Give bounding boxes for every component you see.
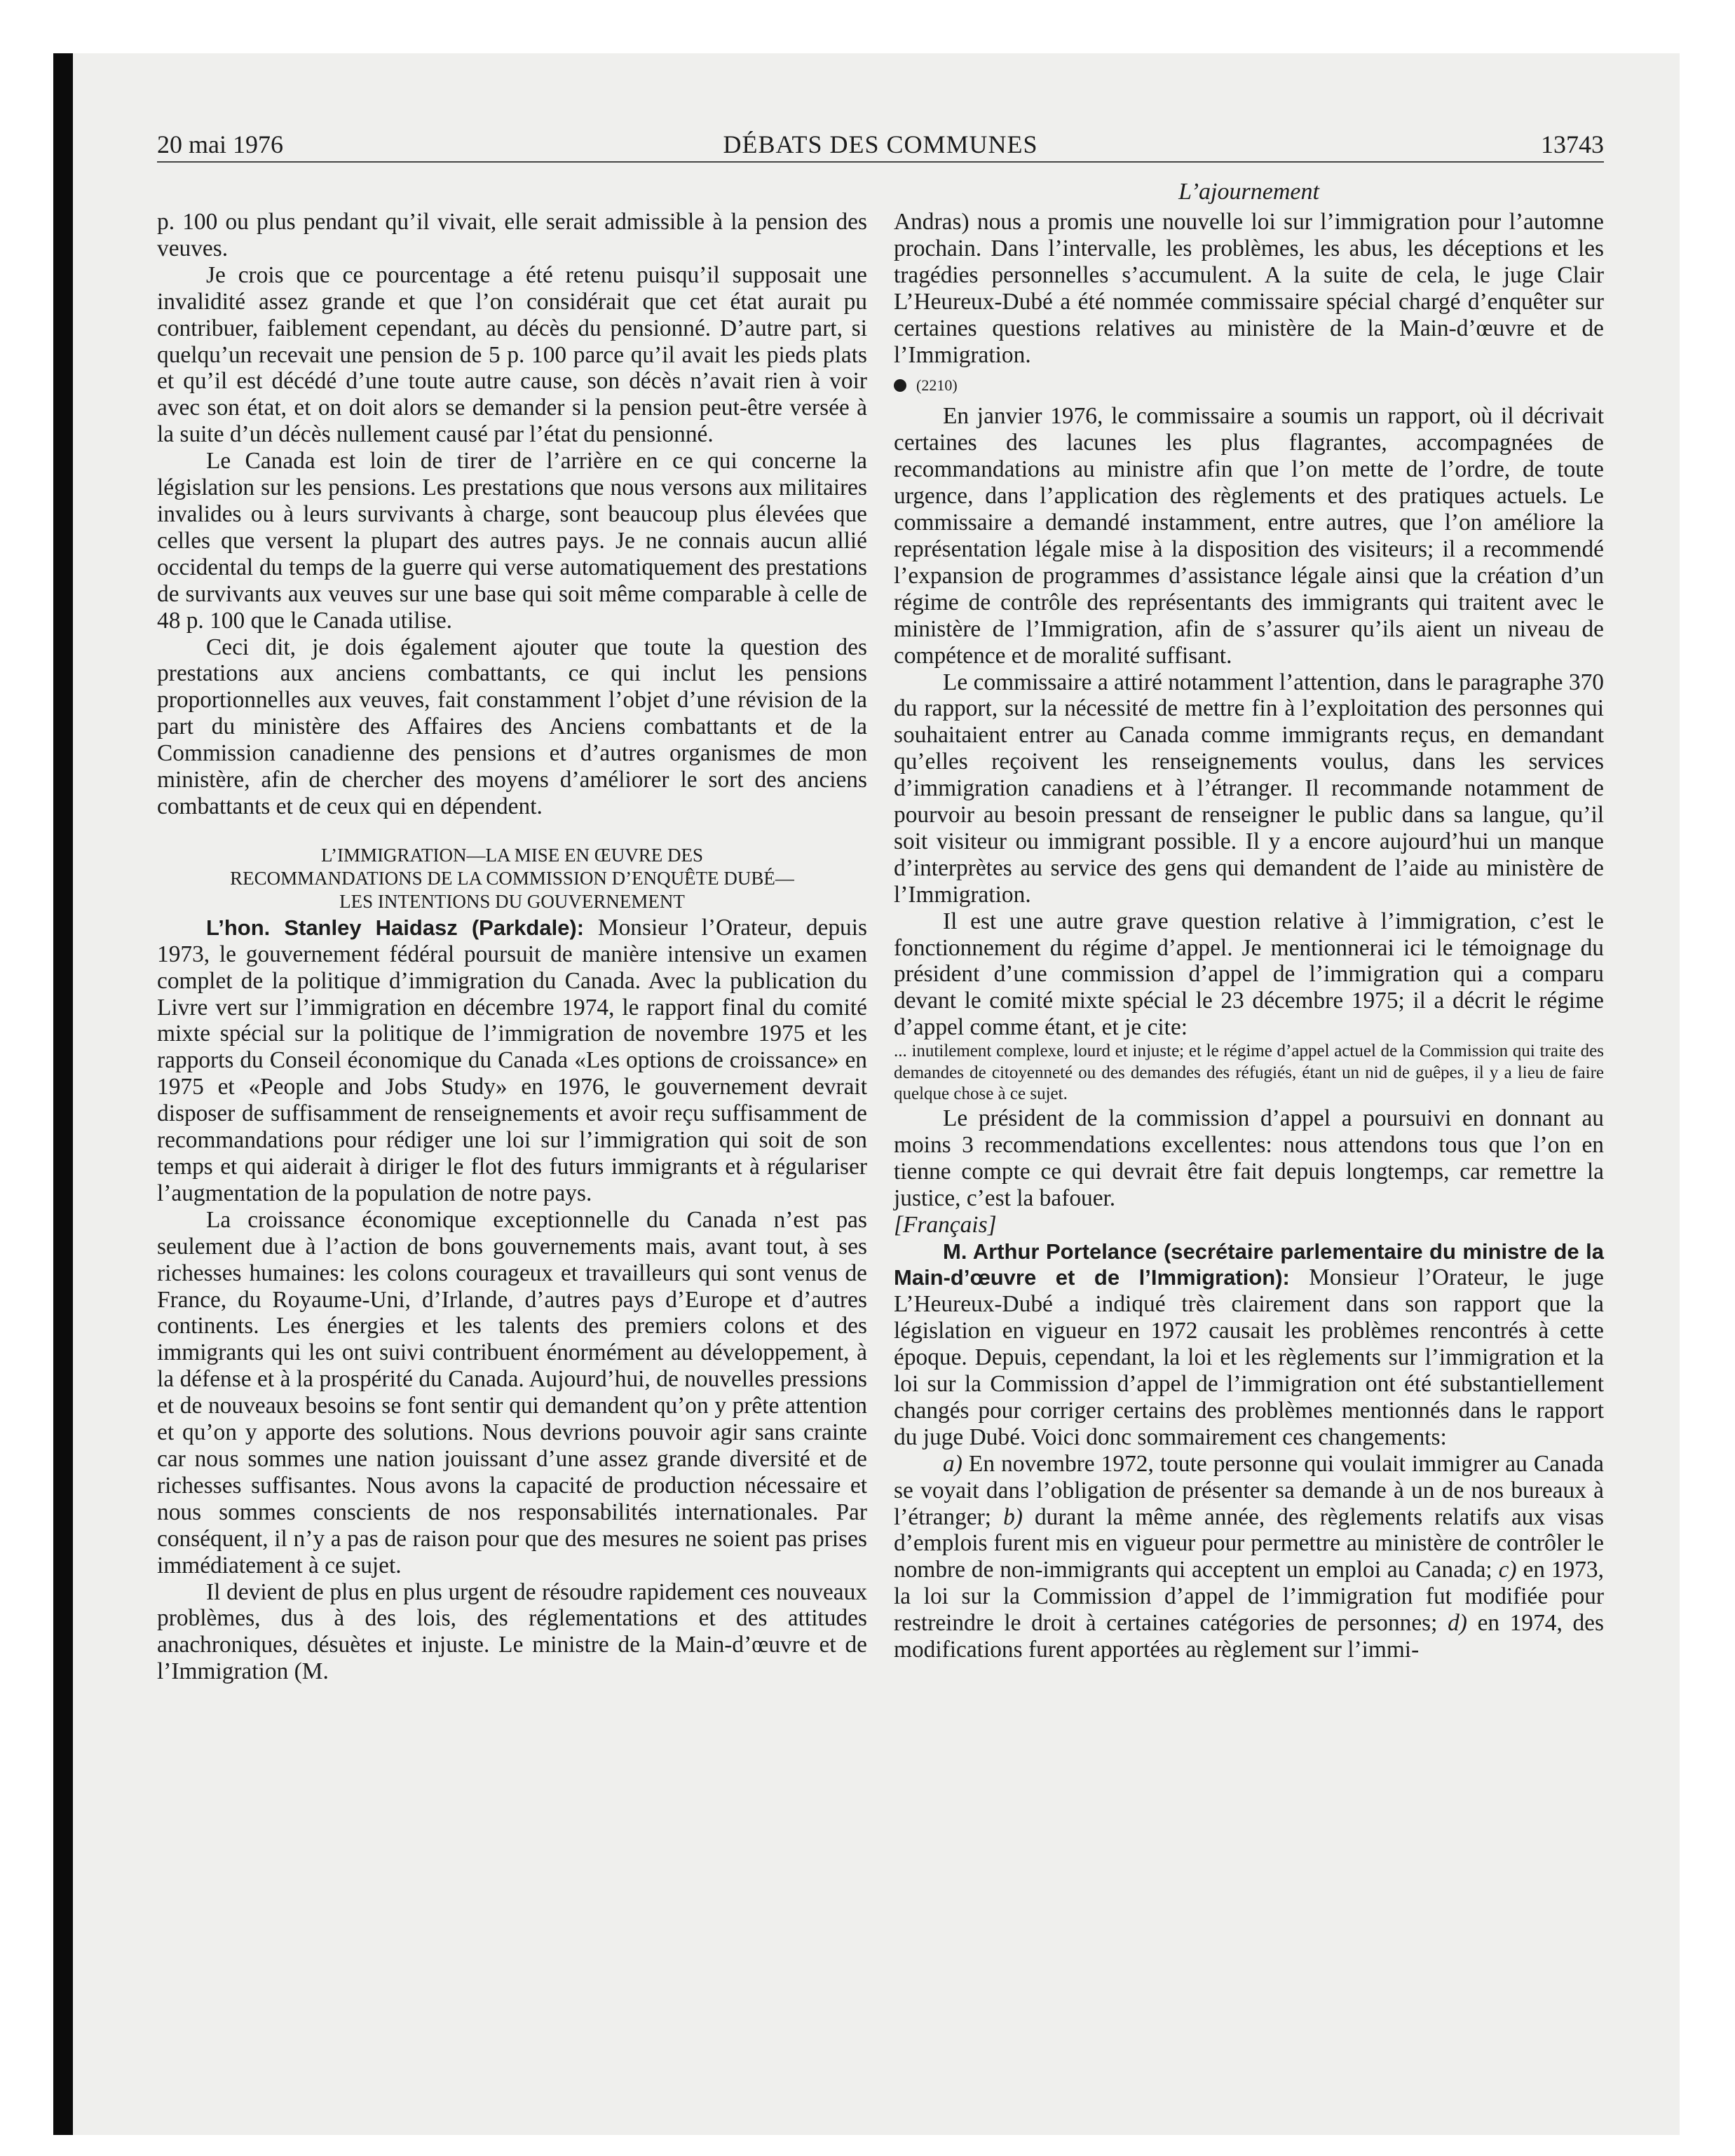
item-text: en 1973, la loi sur la Commission d’appel de l’immigration fut modifiée pour restreindre le droit à certaines catégories de personnes;	[894, 1557, 1604, 1637]
item-text: En novembre 1972, toute personne qui voulait immigrer au Canada se voyait dans l’obligation de présenter sa demande à un de nos bureaux à l’étranger;	[894, 1450, 1604, 1530]
time-marker-text: (2210)	[916, 376, 958, 395]
paragraph: Le commissaire a attiré notamment l’attention, dans le paragraphe 370 du rapport, sur la nécessité de mettre fin à l’exploitation des personnes qui souhaitaient entrer au Canada comme immigrants reçus, en demandant qu’elles reçoivent les renseignements voulus, dans les services d’immigration canadiens et à l’étranger. Il recommande notamment de pourvoir au besoin pressant de renseigner le public dans sa langue, qu’il soit visiteur ou immigrant possible. Il y a encore aujourd’hui un manque d’interprètes au service des gens qui demandent de l’aide au ministère de l’Immigration.	[894, 669, 1604, 908]
header-page-number: 13743	[1541, 130, 1604, 158]
section-title: L’ajournement	[1178, 179, 1319, 205]
heading-line: L’IMMIGRATION—LA MISE EN ŒUVRE DES	[320, 844, 703, 866]
paragraph: Andras) nous a promis une nouvelle loi sur l’immigration pour l’automne prochain. Dans l’intervalle, les problèmes, les abus, les déceptions et les tragédies personnelles s’accumulent. A la suite de cela, le juge Clair L’Heureux-Dubé a été nommée commissaire spécial chargé d’enquêter sur certaines questions relatives au ministère de la Main-d’œuvre et de l’Immigration.	[894, 209, 1604, 368]
paragraph: Ceci dit, je dois également ajouter que toute la question des prestations aux anciens combattants, ce qui inclut les pensions proportionnelles aux veuves, fait constamment l’objet d’une révision de la part du ministère des Affaires des Anciens combattants et de la Commission canadienne des pensions et d’autres organismes de mon ministère, afin de chercher des moyens d’améliorer le sort des anciens combattants et de ceux qui en dépendent.	[157, 634, 867, 819]
item-label: b)	[1003, 1503, 1023, 1530]
speech-text: Monsieur l’Orateur, depuis 1973, le gouvernement fédéral poursuit de manière intensive un examen complet de la politique d’immigration du Canada. Avec la publication du Livre vert sur l’immigration en décembre 1974, le rapport final du comité mixte spécial sur la politique de l’immigration de novembre 1975 et les rapports du Conseil économique du Canada «Les options de croissance» en 1975 et «People and Jobs Study» en 1976, le gouvernement devrait disposer de suffisamment de renseignements et avoir reçu suffisamment de recommandations pour rédiger une loi sur l’immigration qui soit de son temps et qui aiderait à diriger le flot des futurs immigrants et à régulariser l’augmentation de la population de notre pays.	[157, 914, 867, 1206]
paragraph: Le Canada est loin de tirer de l’arrière en ce qui concerne la législation sur les pensions. Les prestations que nous versons aux militaires invalides ou à leurs survivants à charge, sont beaucoup plus élevées que celles que versent la plupart des autres pays. Je ne connais aucun allié occidental du temps de la guerre qui verse automatiquement des prestations de survivants aux veuves sur une base qui soit même comparable à celle de 48 p. 100 que le Canada utilise.	[157, 448, 867, 634]
block-quote: ... inutilement complexe, lourd et injuste; et le régime d’appel actuel de la Commission qui traite des demandes de citoyenneté ou des demandes des réfugiés, étant un nid de guêpes, il y a lieu de faire quelque chose à ce sujet.	[894, 1042, 1604, 1104]
item-label: a)	[943, 1450, 962, 1477]
header-journal-title: DÉBATS DES COMMUNES	[723, 130, 1038, 158]
left-column	[157, 209, 867, 1685]
paragraph: Il est une autre grave question relative à l’immigration, c’est le fonctionnement du régime d’appel. Je mentionnerai ici le témoignage du président d’une commission d’appel de l’immigration qui a comparu devant le comité mixte spécial le 23 décembre 1975; il a décrit le régime d’appel comme étant, et je cite:	[894, 908, 1604, 1041]
paragraph: La croissance économique exceptionnelle du Canada n’est pas seulement due à l’action de bons gouvernements mais, avant tout, à ses richesses humaines: les colons courageux et travailleurs qui sont venus de France, du Royaume-Uni, d’Irlande, d’autres pays d’Europe et d’autres continents. Les énergies et les talents des premiers colons et des immigrants qui les ont suivi contribuent énormément au développement, à la défense et à la prospérité du Canada. Aujourd’hui, de nouvelles pressions et de nouveaux besoins se font sentir qui demandent qu’on y prête attention et qu’on y apporte des solutions. Nous devrions pouvoir agir sans crainte car nous sommes une nation jouissant d’une assez grande diversité et de richesses suffisantes. Nous avons la capacité de production nécessaire et nous sommes conscients de nos responsabilités internationales. Par conséquent, il n’y a pas de raison pour que des mesures ne soient pas prises immédiatement à ce sujet.	[157, 1206, 867, 1578]
time-marker	[894, 375, 1604, 396]
item-text: en 1974, des modifications furent apportées au règlement sur l’immi-	[894, 1610, 1604, 1663]
item-label: d)	[1448, 1610, 1467, 1637]
paragraph: p. 100 ou plus pendant qu’il vivait, elle serait admissible à la pension des veuves.	[157, 209, 867, 261]
speech-text: Monsieur l’Orateur, le juge L’Heureux-Dubé a indiqué très clairement dans son rapport que la législation en vigueur en 1972 causait les problèmes rencontrés à cette époque. Depuis, cependant, la loi et les règlements sur l’immigration et la loi sur la Commission d’appel de l’immigration ont été substantiellement changés pour corriger certains des problèmes mentionnés dans le rapport du juge Dubé. Voici donc sommairement ces changements:	[894, 1264, 1604, 1450]
item-text: durant la même année, des règlements relatifs aux visas d’emplois furent mis en vigueur pour permettre au ministère de contrôler le nombre de non-immigrants qui acceptent un emploi au Canada;	[894, 1503, 1604, 1583]
enumerated-paragraph	[894, 1451, 1604, 1663]
paragraph: Il devient de plus en plus urgent de résoudre rapidement ces nouveaux problèmes, dus à des lois, des réglementations et des attitudes anachroniques, désuètes et injuste. Le ministre de la Main-d’œuvre et de l’Immigration (M.	[157, 1578, 867, 1685]
speaker-name: L’hon. Stanley Haidasz (Parkdale):	[206, 915, 585, 940]
item-label: c)	[1498, 1557, 1517, 1583]
language-note: [Français]	[894, 1211, 997, 1238]
speech-paragraph	[894, 1239, 1604, 1451]
bullet-icon	[894, 379, 906, 392]
binding-edge	[53, 53, 73, 2135]
heading-line: LES INTENTIONS DU GOUVERNEMENT	[339, 890, 685, 912]
right-column	[894, 209, 1604, 1663]
debate-heading	[157, 844, 867, 913]
running-header	[157, 126, 1604, 163]
speech-paragraph	[157, 915, 867, 1207]
heading-line: RECOMMANDATIONS DE LA COMMISSION D’ENQUÊTE DUBÉ—	[230, 867, 794, 889]
paragraph: Je crois que ce pourcentage a été retenu puisqu’il supposait une invalidité assez grande et que l’on considérait que cet état aurait pu contribuer, faiblement cependant, au décès du pensionné. D’autre part, si quelqu’un recevait une pension de 5 p. 100 parce qu’il avait les pieds plats et qu’il est décédé d’une toute autre cause, son décès n’avait rien à voir avec son état, et on doit alors se demander si la pension peut-être versée à la suite d’un décès nullement causé par l’état du pensionné.	[157, 261, 867, 448]
paragraph: En janvier 1976, le commissaire a soumis un rapport, où il décrivait certaines des lacunes les plus flagrantes, accompagnées de recommandations au ministre afin que l’on mette de l’ordre, de toute urgence, dans l’application des règlements et des pratiques actuels. Le commissaire a demandé instamment, entre autres, que l’on améliore la représentation légale mise à la disposition des visiteurs; il a recommendé l’expansion de programmes d’assistance légale ainsi que la création d’un régime de contrôle des représentants des immigrants qui traitent avec le ministère de l’Immigration, afin de s’assurer qu’ils aient un niveau de compétence et de moralité suffisant.	[894, 403, 1604, 669]
header-rule	[157, 161, 1604, 163]
speaker-name: M. Arthur Portelance (secrétaire parlementaire du ministre de la Main-d’œuvre et de l’Immigration):	[894, 1239, 1604, 1290]
header-date: 20 mai 1976	[157, 130, 283, 158]
paragraph: Le président de la commission d’appel a poursuivi en donnant au moins 3 recommendations excellentes: nous attendons tous que l’on en tienne compte ce qui devrait être fait depuis longtemps, car remettre la justice, c’est la bafouer.	[894, 1105, 1604, 1211]
